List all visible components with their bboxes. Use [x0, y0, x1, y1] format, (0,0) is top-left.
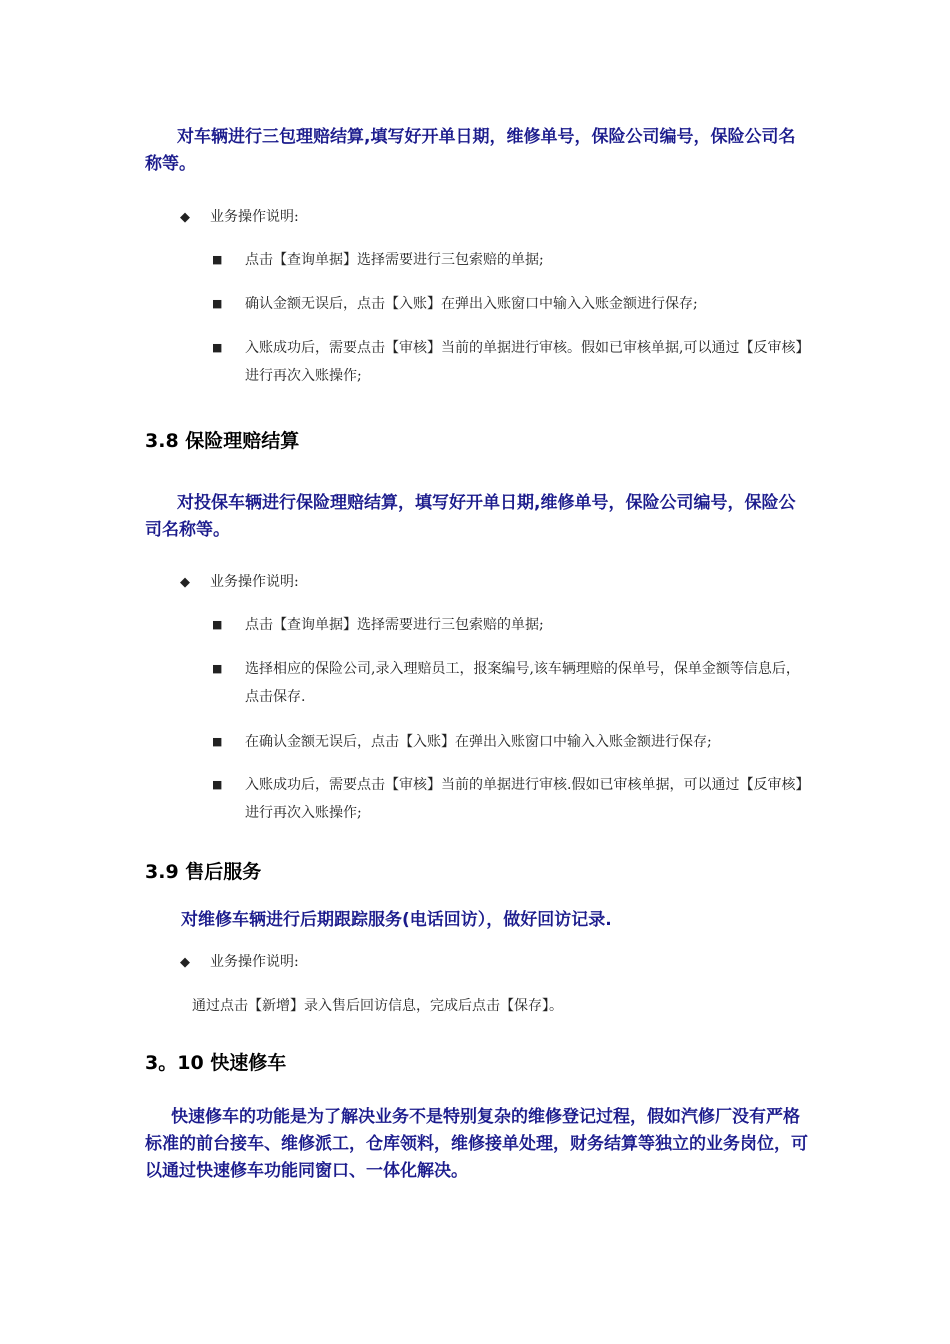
- square-bullet-icon: ■: [212, 341, 223, 354]
- list-item: [212, 771, 812, 827]
- ops-bullet: [180, 951, 299, 974]
- intro-text: 对车辆进行三包理赔结算,填写好开单日期，维修单号，保险公司编号，保险公司名称等。: [145, 127, 796, 174]
- diamond-bullet-icon: ◆: [180, 575, 190, 590]
- list-item-text: 点击【查询单据】选择需要进行三包索赔的单据;: [245, 617, 544, 633]
- list-item-text: 在确认金额无误后，点击【入账】在弹出入账窗口中输入入账金额进行保存;: [245, 734, 712, 750]
- diamond-bullet-icon: ◆: [180, 955, 190, 970]
- list-item-text: 选择相应的保险公司,录入理赔员工，报案编号,该车辆理赔的保单号，保单金额等信息后，点击保存.: [245, 661, 800, 705]
- ops-label: 业务操作说明:: [210, 574, 299, 590]
- ops-bullet: [180, 206, 299, 229]
- section-intro: [145, 1104, 810, 1185]
- square-bullet-icon: ■: [212, 297, 223, 310]
- list-item: [212, 334, 812, 390]
- list-item-text: 入账成功后，需要点击【审核】当前的单据进行审核.假如已审核单据，可以通过【反审核】进行再次入账操作;: [245, 777, 810, 821]
- list-item: [212, 246, 812, 274]
- ops-label: 业务操作说明:: [210, 209, 299, 225]
- square-bullet-icon: ■: [212, 662, 223, 675]
- intro-text: 快速修车的功能是为了解决业务不是特别复杂的维修登记过程，假如汽修厂没有严格标准的前台接车、维修派工，仓库领料，维修接单处理，财务结算等独立的业务岗位，可以通过快速修车功能同窗口、一体化解决。: [145, 1107, 808, 1181]
- intro-text: 对投保车辆进行保险理赔结算，填写好开单日期,维修单号，保险公司编号，保险公司名称等。: [145, 493, 796, 540]
- list-item-text: 点击【查询单据】选择需要进行三包索赔的单据;: [245, 252, 544, 268]
- square-bullet-icon: ■: [212, 253, 223, 266]
- list-item-text: 确认金额无误后，点击【入账】在弹出入账窗口中输入入账金额进行保存;: [245, 296, 698, 312]
- ops-label: 业务操作说明:: [210, 954, 299, 970]
- section-intro: [145, 124, 810, 178]
- list-item: [212, 728, 812, 756]
- square-bullet-icon: ■: [212, 618, 223, 631]
- diamond-bullet-icon: ◆: [180, 210, 190, 225]
- section-heading: 3.9 售后服务: [145, 861, 262, 883]
- list-item: [212, 290, 812, 318]
- list-item-text: 入账成功后，需要点击【审核】当前的单据进行审核。假如已审核单据,可以通过【反审核】进行再次入账操作;: [245, 340, 810, 384]
- list-item: [212, 611, 812, 639]
- list-item: [212, 655, 812, 711]
- square-bullet-icon: ■: [212, 778, 223, 791]
- instruction-text: 通过点击【新增】录入售后回访信息，完成后点击【保存】。: [192, 998, 563, 1014]
- section-heading: 3.8 保险理赔结算: [145, 430, 300, 452]
- section-intro: 对维修车辆进行后期跟踪服务(电话回访），做好回访记录.: [181, 910, 612, 930]
- section-intro: [145, 490, 810, 544]
- square-bullet-icon: ■: [212, 735, 223, 748]
- section-heading: 3。10 快速修车: [145, 1052, 287, 1074]
- ops-bullet: [180, 571, 299, 594]
